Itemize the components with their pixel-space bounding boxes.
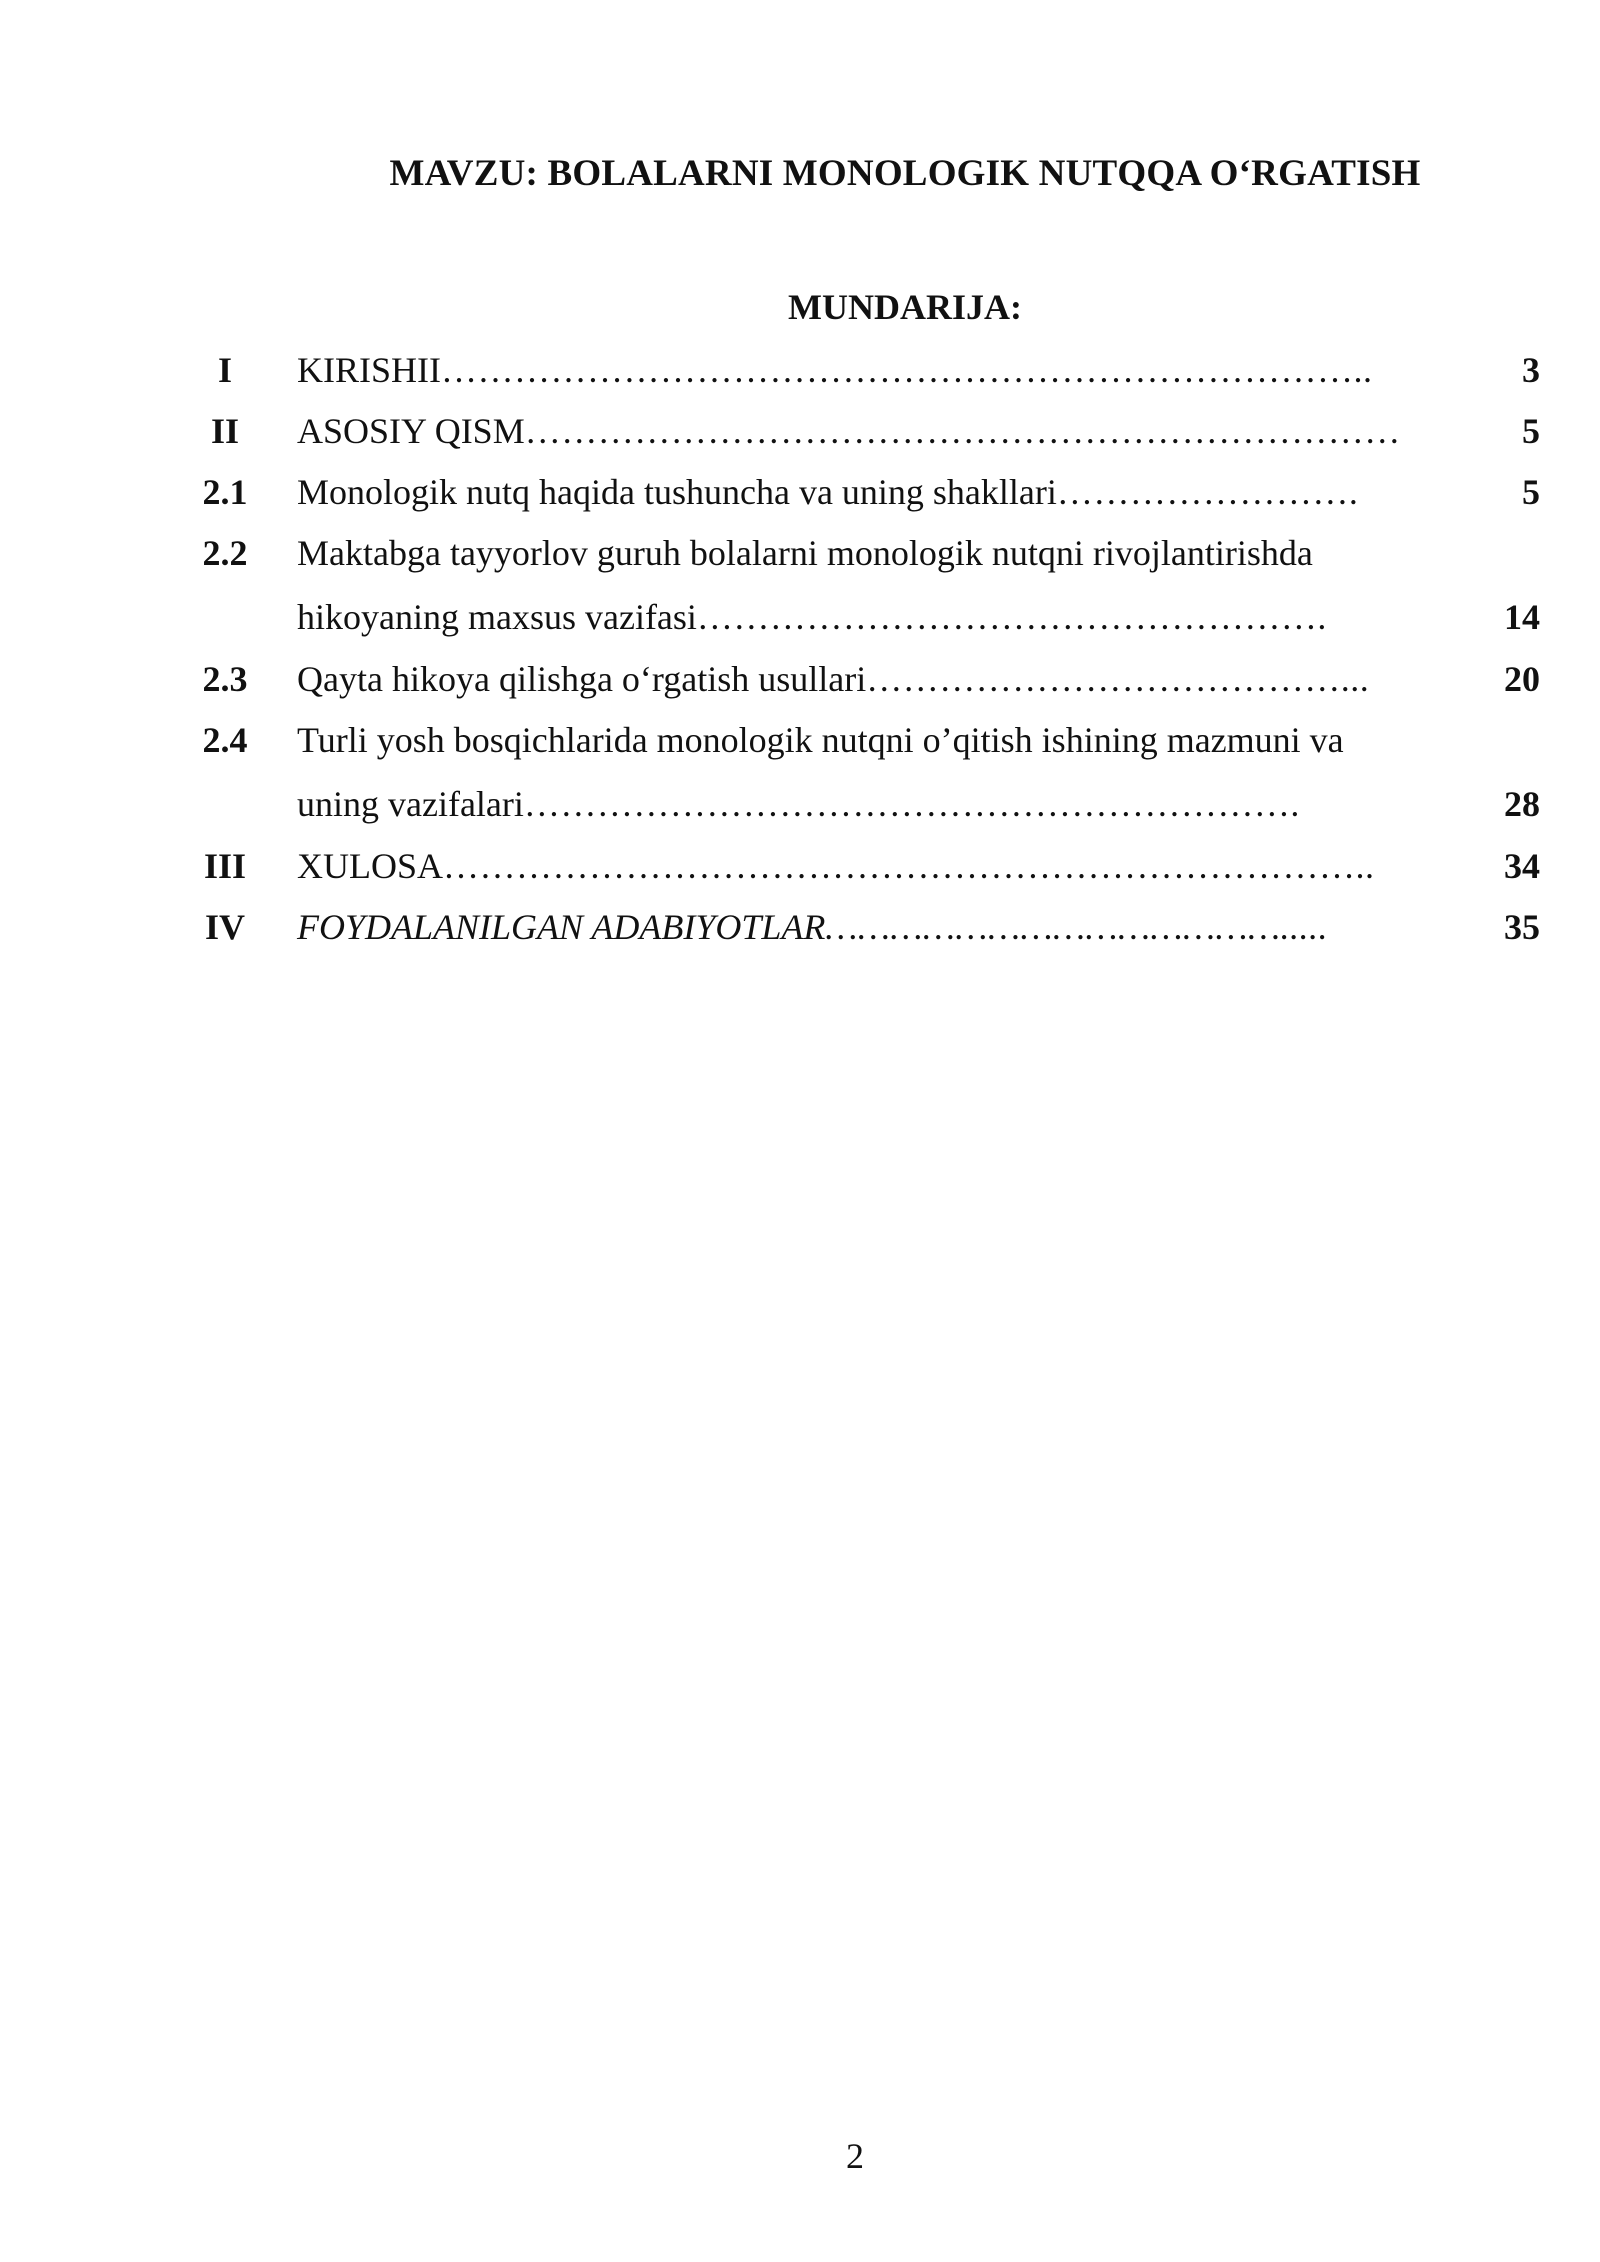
leader-dots: …………………………………... bbox=[866, 659, 1370, 699]
toc-entry-page: 35 bbox=[1504, 907, 1540, 947]
toc-entry-page: 34 bbox=[1504, 846, 1540, 886]
toc-entry-page: 14 bbox=[1504, 597, 1540, 637]
toc-entry-number: I bbox=[217, 350, 232, 390]
toc-entry-title: Turli yosh bosqichlarida monologik nutqni o’qitish ishining mazmuni va uning vazifalari………………………………………………………. bbox=[297, 720, 1344, 824]
table-of-contents bbox=[180, 340, 1540, 958]
page-number: 2 bbox=[846, 2136, 864, 2176]
toc-entry-page: 5 bbox=[1522, 472, 1540, 512]
toc-entry-number: 2.1 bbox=[202, 472, 248, 512]
toc-entry-title: FOYDALANILGAN ADABIYOTLAR……………………………………..... bbox=[297, 907, 1329, 947]
toc-entry-page: 3 bbox=[1522, 350, 1540, 390]
leader-dots: ……………………………………………………………… bbox=[524, 411, 1401, 451]
toc-entry-6[interactable] bbox=[180, 710, 1540, 836]
leader-dots: ……………………………………………. bbox=[696, 597, 1327, 637]
leader-dots: ………………………………………………………. bbox=[523, 784, 1300, 824]
toc-entry-title: ASOSIY QISM……………………………………………………………… bbox=[297, 411, 1401, 451]
toc-entry-number: III bbox=[203, 846, 247, 886]
toc-entry-4[interactable] bbox=[180, 523, 1540, 649]
toc-entry-number: II bbox=[210, 411, 240, 451]
toc-entry-page: 20 bbox=[1504, 659, 1540, 699]
leader-dots: ………………………………………………………………….. bbox=[443, 846, 1375, 886]
toc-entry-2[interactable] bbox=[180, 401, 1540, 462]
toc-entry-1[interactable] bbox=[180, 340, 1540, 401]
document-title: MAVZU: BOLALARNI MONOLOGIK NUTQQA O‘RGATISH bbox=[389, 153, 1421, 194]
toc-entry-3[interactable] bbox=[180, 462, 1540, 523]
toc-entry-8[interactable] bbox=[180, 897, 1540, 958]
toc-entry-page: 5 bbox=[1522, 411, 1540, 451]
toc-entry-page: 28 bbox=[1504, 784, 1540, 824]
toc-entry-title: KIRISHII………………………………………………………………….. bbox=[297, 350, 1373, 390]
toc-entry-number: 2.4 bbox=[202, 720, 248, 760]
toc-entry-title: Maktabga tayyorlov guruh bolalarni monologik nutqni rivojlantirishda hikoyaning maxsus vazifasi……………………………………………. bbox=[297, 533, 1327, 637]
toc-entry-title: XULOSA………………………………………………………………….. bbox=[297, 846, 1375, 886]
leader-dots: ………………………………………………………………….. bbox=[440, 350, 1373, 390]
toc-entry-number: 2.2 bbox=[202, 533, 248, 573]
leader-dots: ……………………. bbox=[1056, 472, 1359, 512]
toc-entry-number: 2.3 bbox=[202, 659, 248, 699]
toc-entry-7[interactable] bbox=[180, 836, 1540, 897]
toc-entry-5[interactable] bbox=[180, 649, 1540, 710]
toc-entry-title: Monologik nutq haqida tushuncha va uning shakllari……………………. bbox=[297, 472, 1359, 512]
toc-entry-number: IV bbox=[204, 907, 245, 947]
toc-heading: MUNDARIJA: bbox=[788, 287, 1022, 327]
toc-entry-title: Qayta hikoya qilishga o‘rgatish usullari…………………………………... bbox=[297, 659, 1370, 699]
leader-dots: ……………………………………..... bbox=[825, 907, 1329, 947]
